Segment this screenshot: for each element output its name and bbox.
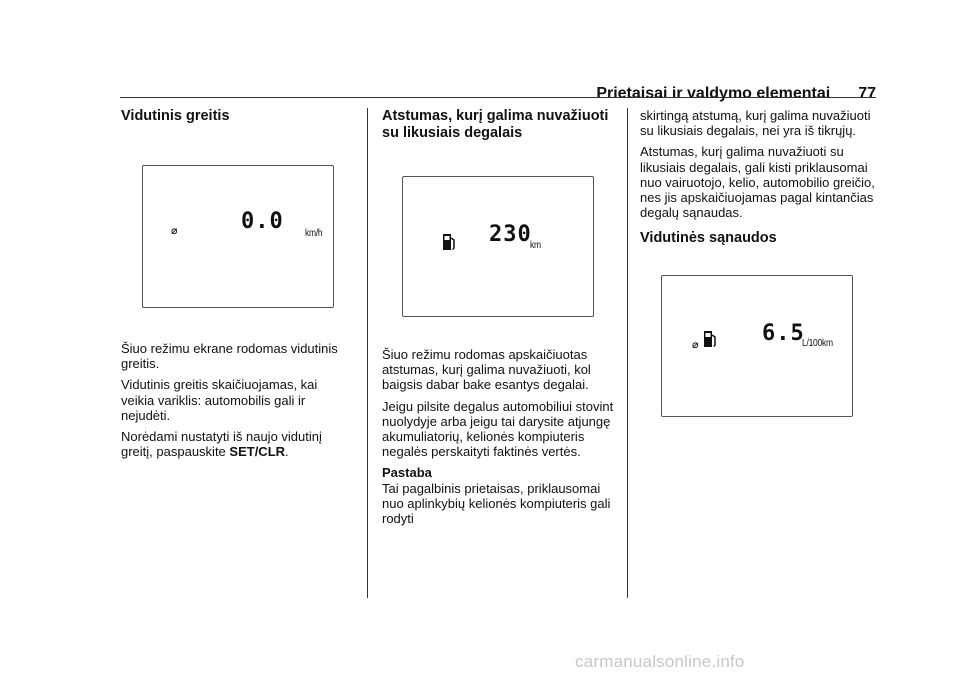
- set-clr-key: SET/CLR: [229, 444, 286, 460]
- average-consumption-display: [661, 275, 853, 417]
- column-1: [121, 108, 351, 465]
- column-divider-1: [367, 108, 368, 598]
- average-symbol-icon: ⌀: [692, 339, 699, 352]
- speed-unit: km/h: [305, 228, 323, 239]
- paragraph: Vidutinis greitis skaičiuojamas, kai veikia variklis: automobilis gali ir nejudėti.: [121, 377, 318, 423]
- average-speed-value: 0.0: [241, 209, 284, 234]
- page-header: [120, 86, 876, 102]
- note-label: Pastaba: [382, 465, 432, 481]
- average-symbol-icon: ⌀: [171, 225, 178, 237]
- paragraph: Atstumas, kurį galima nuvažiuoti su likusiais degalais, gali kisti priklausomai nuo vairuotojo, kelio, automobilio greičio, nes jis apskaičiuojamas pagal kintančias degalų sąnaudas.: [640, 144, 875, 221]
- section-heading-average-speed: Vidutinis greitis: [121, 108, 230, 124]
- section-heading-range: Atstumas, kurį galima nuvažiuoti su likusiais degalais: [382, 108, 609, 141]
- fuel-pump-icon: [703, 330, 717, 348]
- column-3: [640, 108, 876, 417]
- paragraph: Jeigu pilsite degalus automobiliui stovint nuolydyje arba jeigu tai darysite atjungę akumuliatorių, kelionės kompiuteris negalės perskaityti faktinės vertės.: [382, 398, 614, 460]
- average-consumption-value: 6.5: [762, 321, 805, 347]
- chapter-title: Prietaisai ir valdymo elementai: [596, 85, 831, 102]
- watermark: carmanualsonline.info: [575, 652, 745, 671]
- note-text: Tai pagalbinis prietaisas, priklausomai nuo aplinkybių kelionės kompiuteris gali rodyti: [382, 480, 611, 527]
- paragraph: Norėdami nustatyti iš naujo vidutinį greitį, paspauskite SET/CLR.: [121, 429, 322, 460]
- page-number: 77: [858, 85, 876, 102]
- section-heading-average-consumption: Vidutinės sąnaudos: [640, 230, 777, 247]
- fuel-pump-icon: [442, 233, 456, 251]
- paragraph: Šiuo režimu rodomas apskaičiuotas atstumas, kurį galima nuvažiuoti, kol baigsis dabar bake esantys degalai.: [382, 347, 591, 393]
- paragraph: Šiuo režimu ekrane rodomas vidutinis greitis.: [121, 341, 338, 372]
- range-unit: km: [530, 240, 541, 251]
- average-speed-display: [142, 165, 334, 308]
- column-2: [382, 108, 614, 532]
- paragraph: skirtingą atstumą, kurį galima nuvažiuoti su likusiais degalais, nei yra iš tikrųjų.: [640, 108, 871, 139]
- range-display: [402, 176, 594, 317]
- column-divider-2: [627, 108, 628, 598]
- header-rule: [120, 97, 876, 98]
- range-value: 230: [489, 222, 532, 247]
- consumption-unit: L/100km: [802, 338, 833, 350]
